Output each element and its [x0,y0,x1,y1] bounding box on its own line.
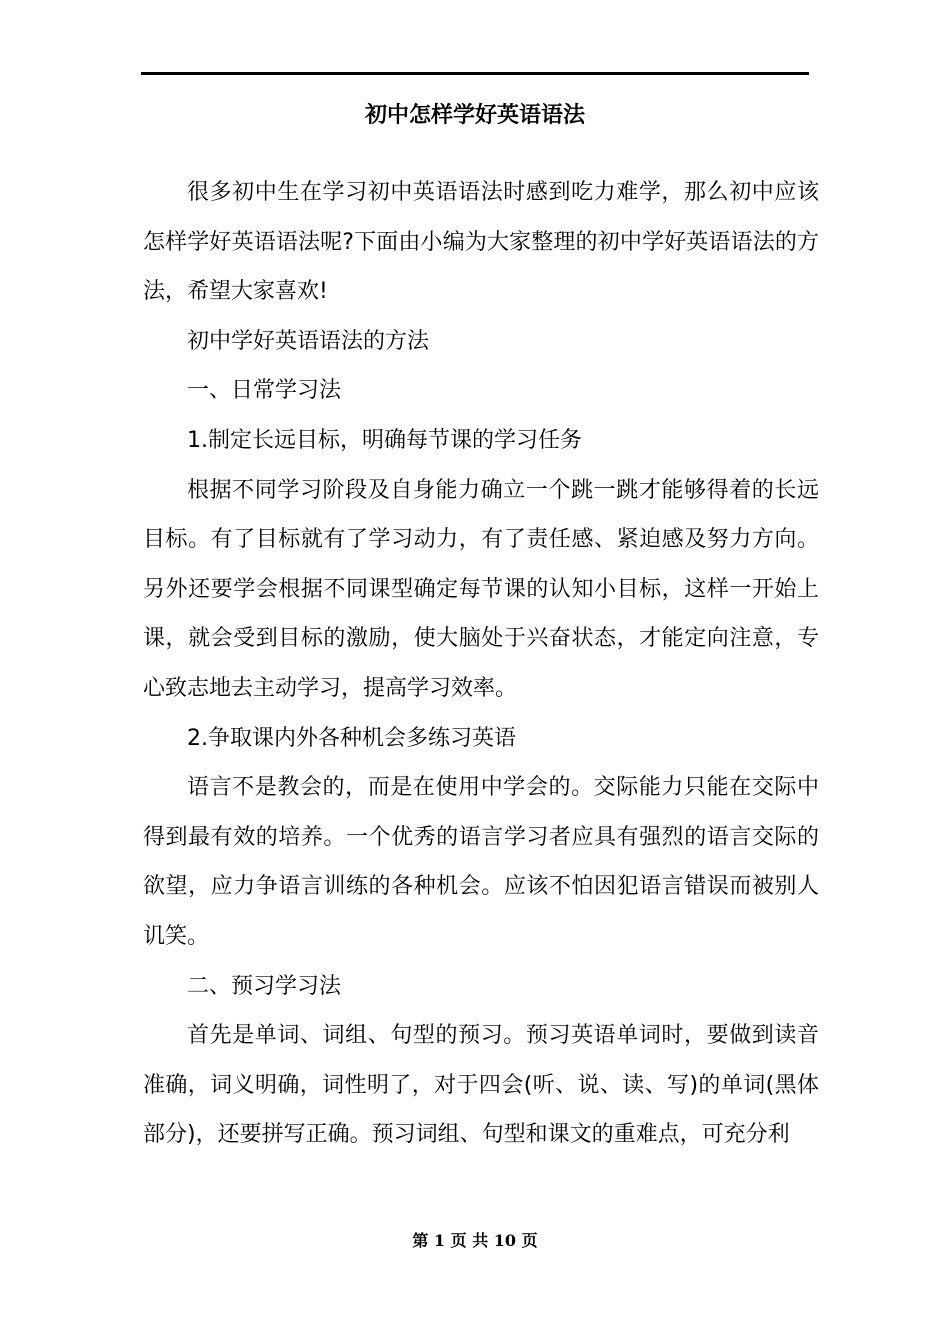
section-heading: 初中学好英语语法的方法 [187,328,430,354]
page-number: 第 1 页 共 10 页 [412,1231,538,1250]
document-body [143,168,819,1160]
paragraph-intro: 很多初中生在学习初中英语语法时感到吃力难学，那么初中应该怎样学好英语语法呢?下面由小编为大家整理的初中学好英语语法的方法，希望大家喜欢! [143,180,819,305]
paragraph-goals: 根据不同学习阶段及自身能力确立一个跳一跳才能够得着的长远目标。有了目标就有了学习动力，有了责任感、紧迫感及努力方向。另外还要学会根据不同课型确定每节课的认知小目标，这样一开始上课，就会受到目标的激励，使大脑处于兴奋状态，才能定向注意，专心致志地去主动学习，提高学习效率。 [143,477,819,701]
document-title: 初中怎样学好英语语法 [364,103,585,128]
point-heading-1: 1.制定长远目标，明确每节课的学习任务 [187,427,582,453]
header-rule [141,72,809,75]
point-heading-2: 2.争取课内外各种机会多练习英语 [187,725,516,751]
subsection-heading-preview: 二、预习学习法 [187,973,342,999]
paragraph-practice: 语言不是教会的，而是在使用中学会的。交际能力只能在交际中得到最有效的培养。一个优秀的语言学习者应具有强烈的语言交际的欲望，应力争语言训练的各种机会。应该不怕因犯语言错误而被别人讥笑。 [143,775,819,949]
paragraph-preview: 首先是单词、词组、句型的预习。预习英语单词时，要做到读音准确，词义明确，词性明了，对于四会(听、说、读、写)的单词(黑体部分)，还要拼写正确。预习词组、句型和课文的重难点，可充分利 [143,1023,819,1148]
subsection-heading-daily: 一、日常学习法 [187,378,342,404]
